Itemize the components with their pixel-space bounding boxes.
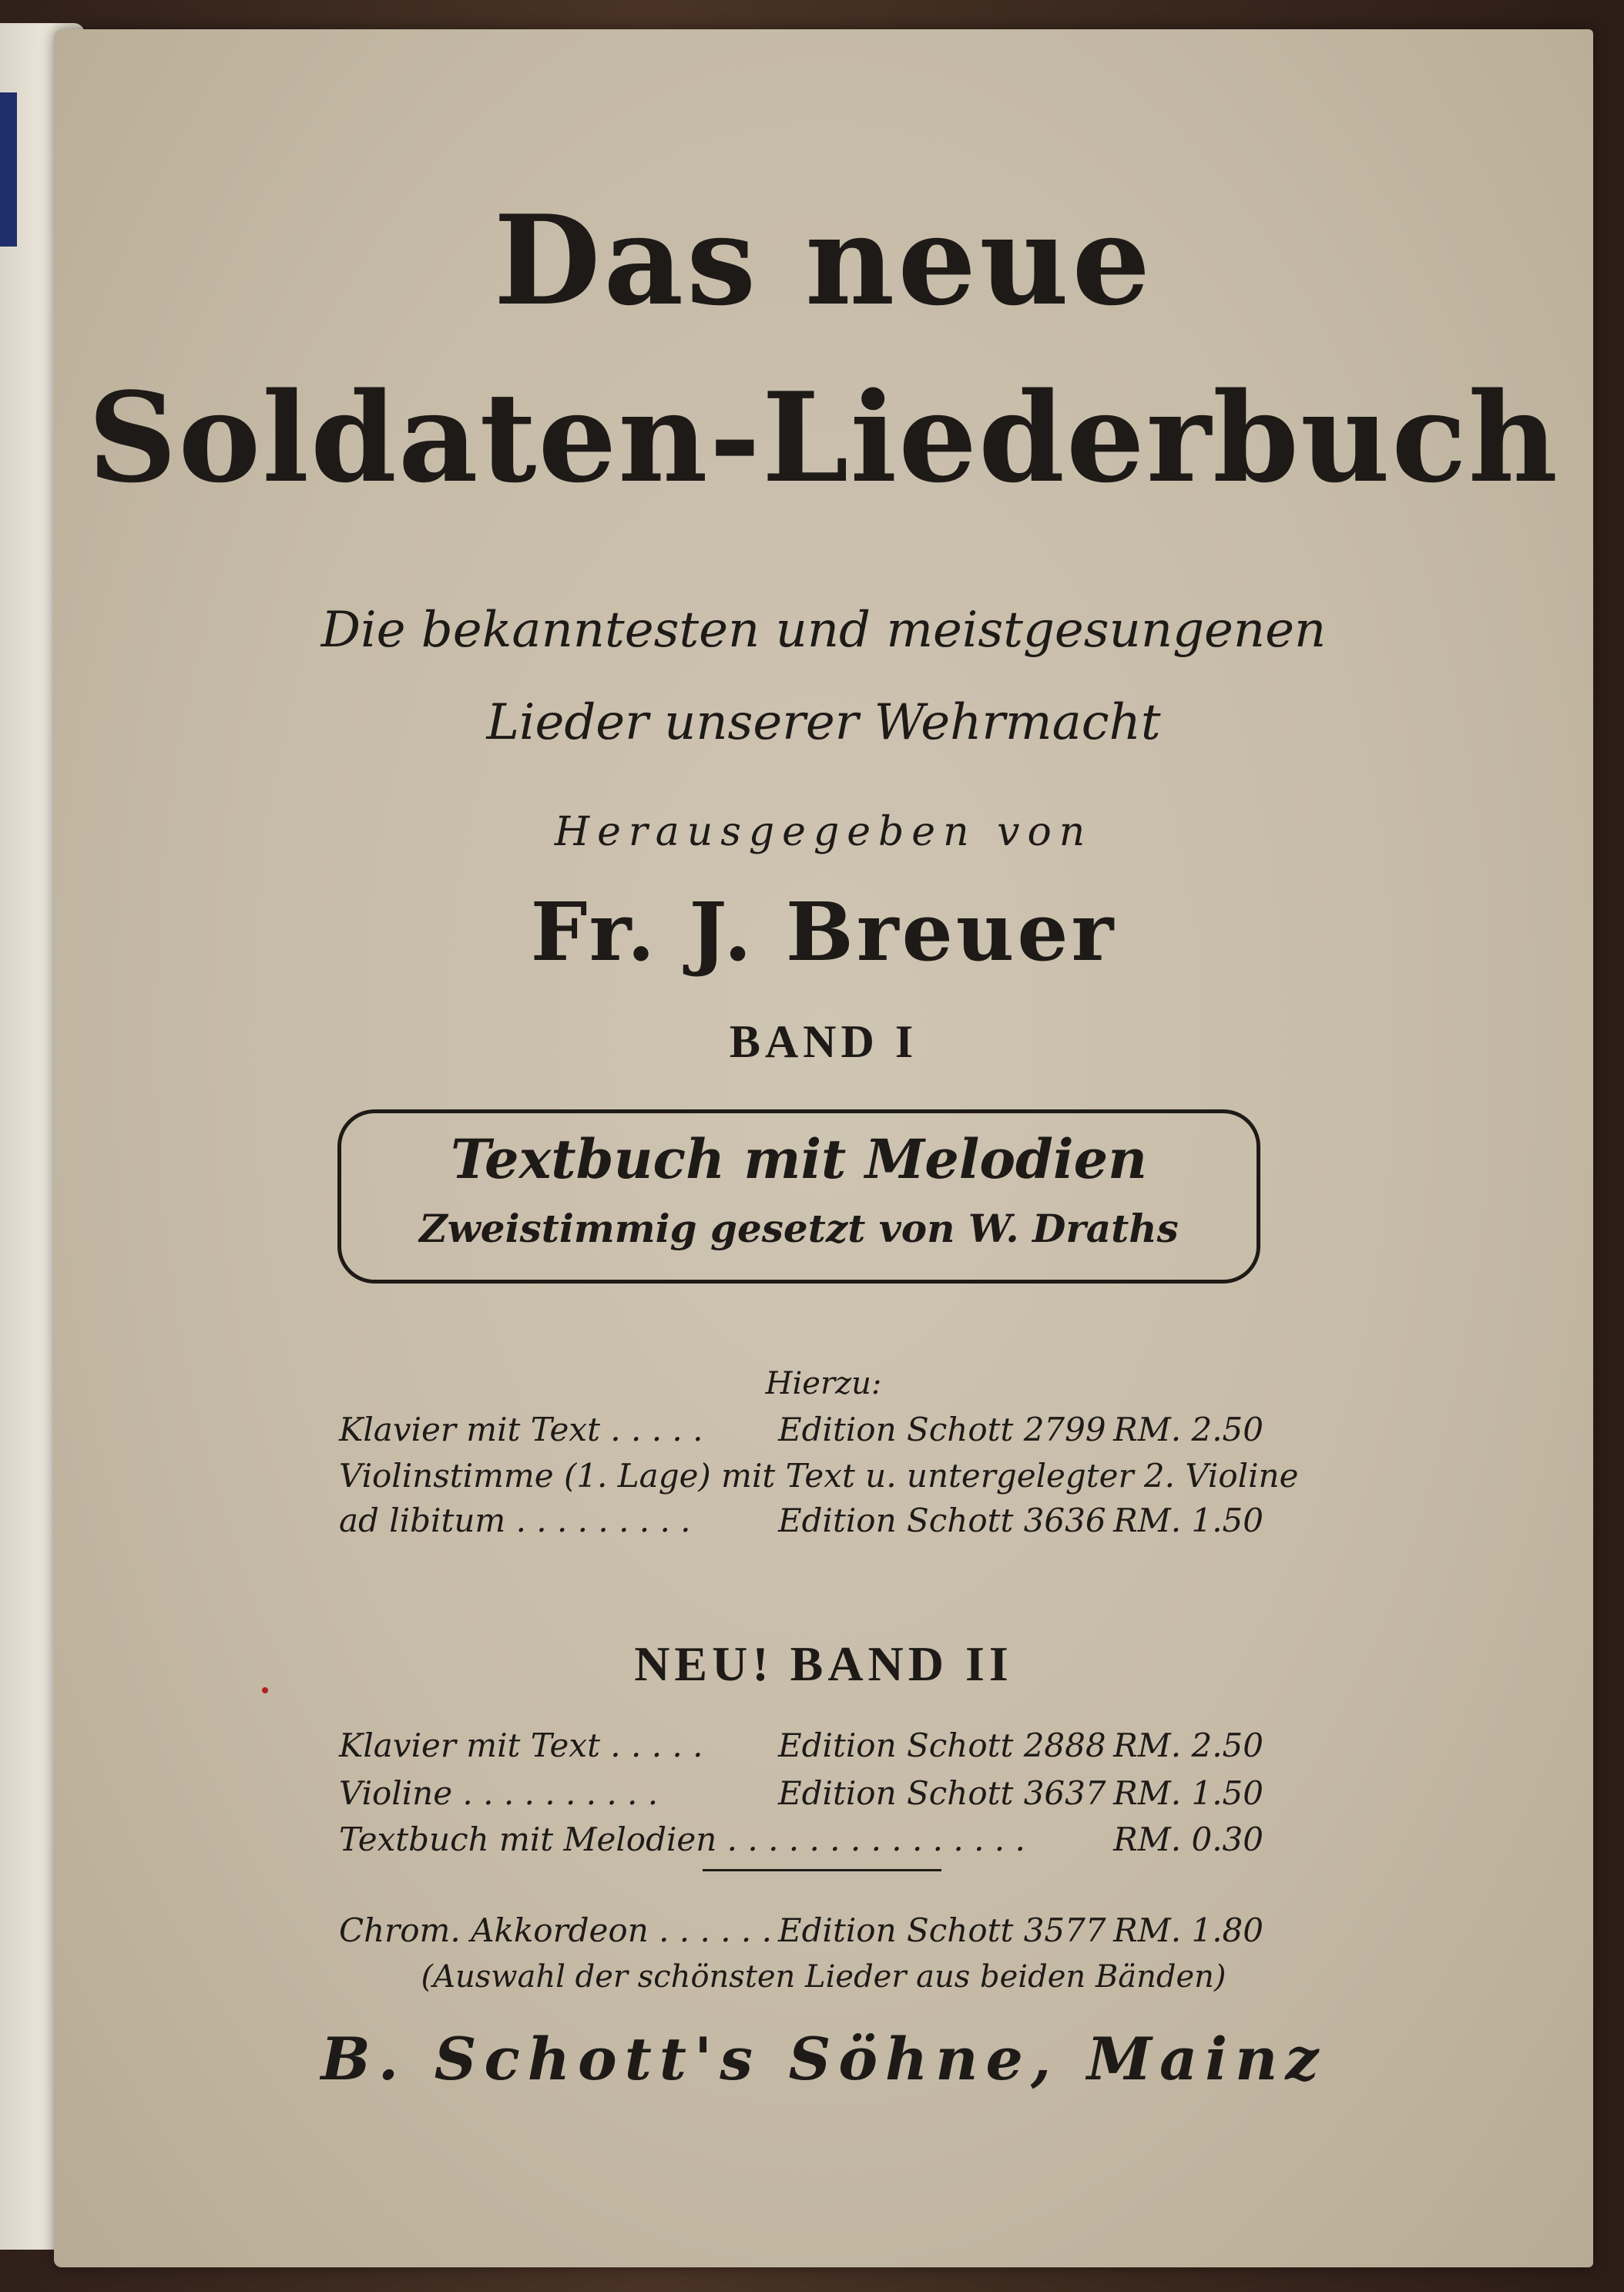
- row-edition: Edition Schott 2888: [778, 1727, 1106, 1764]
- row-label: ad libitum . . . . . . . . .: [339, 1502, 691, 1539]
- row-label: Textbuch mit Melodien . . . . . . . . . . . . . . .: [339, 1821, 1025, 1858]
- selection-note: (Auswahl der schönsten Lieder aus beiden Bänden): [421, 1959, 1226, 1995]
- divider-rule: [703, 1869, 941, 1871]
- row-price: RM. 2.50: [1113, 1727, 1263, 1764]
- band2-row: [339, 1818, 1263, 1861]
- band1-row: [339, 1408, 1263, 1451]
- band2-row: [339, 1724, 1263, 1767]
- row-price: RM. 2.50: [1113, 1411, 1263, 1448]
- textbook-box: [337, 1109, 1260, 1284]
- row-label: Violinstimme (1. Lage) mit Text u. untergelegter 2. Violine: [339, 1457, 1299, 1495]
- editor-intro: Herausgegeben von: [554, 809, 1093, 855]
- title-page: [54, 29, 1593, 2267]
- red-ink-speck: [262, 1687, 268, 1693]
- row-label: Chrom. Akkordeon . . . . . .: [339, 1911, 772, 1949]
- row-label: Klavier mit Text . . . . .: [339, 1411, 703, 1448]
- row-edition: Edition Schott 3577: [778, 1911, 1106, 1949]
- band2-row: [339, 1772, 1263, 1815]
- band-2-heading: NEU! BAND II: [634, 1636, 1013, 1691]
- publisher: B. Schott's Söhne, Mainz: [320, 2025, 1327, 2093]
- row-price: RM. 1.50: [1113, 1774, 1263, 1812]
- blue-strip: [0, 92, 17, 247]
- row-label: Klavier mit Text . . . . .: [339, 1727, 703, 1764]
- subtitle-line-2: Lieder unserer Wehrmacht: [486, 694, 1161, 751]
- band1-row: [339, 1499, 1263, 1542]
- band1-row: [339, 1455, 1299, 1498]
- subtitle-line-1: Die bekanntesten und meistgesungenen: [320, 602, 1327, 659]
- row-price: RM. 1.50: [1113, 1502, 1263, 1539]
- row-price: RM. 1.80: [1113, 1911, 1263, 1949]
- row-label: Violine . . . . . . . . . .: [339, 1774, 659, 1812]
- row-price: RM. 0.30: [1113, 1821, 1263, 1858]
- row-edition: Edition Schott 2799: [778, 1411, 1106, 1448]
- hierzu-label: Hierzu:: [765, 1366, 882, 1401]
- band-1-heading: BAND I: [729, 1016, 918, 1067]
- row-edition: Edition Schott 3636: [778, 1502, 1106, 1539]
- accordion-row: [339, 1909, 1263, 1952]
- box-title: Textbuch mit Melodien: [450, 1127, 1148, 1191]
- row-edition: Edition Schott 3637: [778, 1774, 1106, 1812]
- title-line-2: Soldaten-Liederbuch: [87, 365, 1560, 510]
- box-subtitle: Zweistimmig gesetzt von W. Draths: [419, 1206, 1179, 1251]
- title-line-1: Das neue: [493, 188, 1154, 333]
- editor-name: Fr. J. Breuer: [530, 884, 1117, 979]
